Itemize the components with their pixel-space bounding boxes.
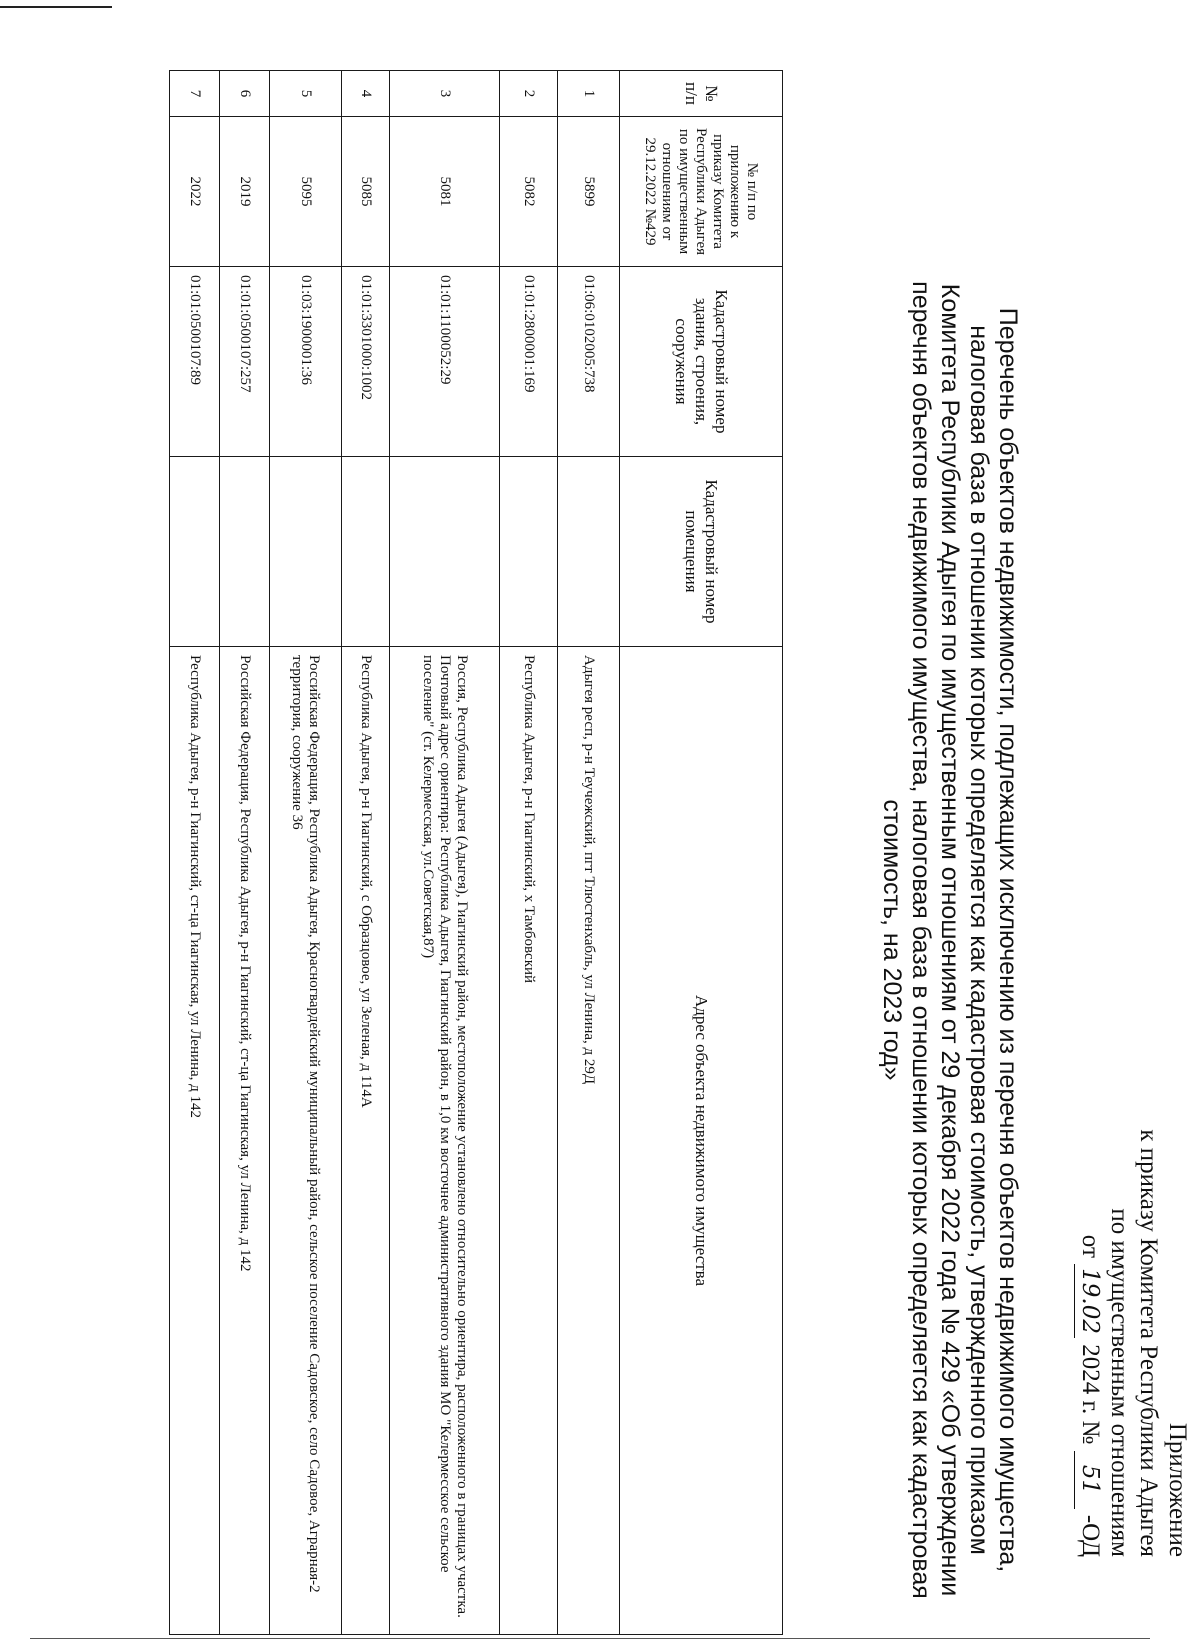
date-year: 2024 г. № [1077, 1344, 1104, 1445]
cell-ref: 5085 [342, 117, 390, 267]
order-suffix: -ОД [1077, 1514, 1104, 1557]
appendix-header [1074, 797, 1192, 1557]
cell-num: 4 [342, 71, 390, 117]
cell-ref: 5081 [390, 117, 500, 267]
cell-cad-building: 01:01:0500107:89 [170, 267, 220, 457]
cell-address: Республика Адыгея, р-н Гиагинский, с Образцовое, ул Зеленая, д 114А [342, 647, 390, 1635]
cell-cad-room [390, 457, 500, 647]
cell-cad-room [170, 457, 220, 647]
cell-address: Российская Федерация, Республика Адыгея, р-н Гиагинский, ст-ца Гиагинская, ул Ленина, д 142 [220, 647, 270, 1635]
cell-ref: 5899 [558, 117, 620, 267]
document-title: Перечень объектов недвижимости, подлежащих исключению из перечня объектов недвижимого имущества, налоговая база в отношении которых определяется как кадастровая стоимость, утвержденного приказом Комитета Республики Адыгея по имущественным отношениям от 29 декабря 2022 года № 429 «Об утверждении перечня объектов недвижимого имущества, налоговая база в отношении которых определяется как кадастровая стоимость, на 2023 год» [878, 281, 1022, 1599]
appendix-title: Приложение [1164, 1422, 1191, 1557]
cell-num: 7 [170, 71, 220, 117]
cell-ref: 2019 [220, 117, 270, 267]
cell-address: Россия, Республика Адыгея (Адыгея), Гиагинский район, местоположение установлено относительно ориентира, расположенного в границах участка. Почтовый адрес ориентира: Республика Адыгея, Гиагинский район, в 1,0 км восточнее административного здания МО "Келермесское сельское поселение" (ст. Келермесская, ул.Советская,87) [390, 647, 500, 1635]
table-row [500, 71, 558, 1635]
appendix-date-line [1074, 797, 1105, 1557]
table-row [390, 71, 500, 1635]
cell-cad-room [220, 457, 270, 647]
table-row [270, 71, 342, 1635]
handwritten-date: 19.02 [1074, 1264, 1104, 1338]
header-ref: № п/п по приложению к приказу Комитета Республики Адыгея по имущественным отношениям от 29.12.2022 №429 [620, 117, 783, 267]
table-row [558, 71, 620, 1635]
cell-address: Республика Адыгея, р-н Гиагинский, х Тамбовский [500, 647, 558, 1635]
cell-address: Адыгея респ, р-н Теучежский, пгт Тлюстенхабль, ул Ленина, д 29Д [558, 647, 620, 1635]
cell-num: 3 [390, 71, 500, 117]
table-header-row [620, 71, 783, 1635]
cell-ref: 5082 [500, 117, 558, 267]
table-row [220, 71, 270, 1635]
cell-cad-building: 01:06:0102005:738 [558, 267, 620, 457]
cell-ref: 2022 [170, 117, 220, 267]
table-row [170, 71, 220, 1635]
cell-num: 6 [220, 71, 270, 117]
handwritten-order-number: 51 [1074, 1451, 1104, 1509]
cell-cad-building: 01:01:3301000:1002 [342, 267, 390, 457]
cell-cad-room [342, 457, 390, 647]
appendix-committee: по имущественным отношениям [1106, 1208, 1133, 1557]
cell-cad-building: 01:01:2800001:169 [500, 267, 558, 457]
cell-cad-room [500, 457, 558, 647]
cell-address: Республика Адыгея, р-н Гиагинский, ст-ца Гиагинская, ул Ленина, д 142 [170, 647, 220, 1635]
cell-ref: 5095 [270, 117, 342, 267]
cell-cad-room [270, 457, 342, 647]
table-row [342, 71, 390, 1635]
cell-num: 5 [270, 71, 342, 117]
cell-num: 2 [500, 71, 558, 117]
cell-address: Российская Федерация, Республика Адыгея, Красногвардейский муниципальный район, сельское поселение Садовское, село Садовое, Аграрная-2 территория, сооружение 36 [270, 647, 342, 1635]
objects-table [169, 70, 783, 1635]
header-address: Адрес объекта недвижимого имущества [620, 647, 783, 1635]
cell-cad-building: 01:01:1100052:29 [390, 267, 500, 457]
header-num: № п/п [620, 71, 783, 117]
cell-cad-building: 01:01:0500107:257 [220, 267, 270, 457]
cell-cad-room [558, 457, 620, 647]
date-prefix: от [1077, 1234, 1104, 1258]
header-cad-building: Кадастровый номер здания, строения, сооружения [620, 267, 783, 457]
cell-num: 1 [558, 71, 620, 117]
cell-cad-building: 01:03:1900001:36 [270, 267, 342, 457]
appendix-order-ref: к приказу Комитета Республики Адыгея [1135, 1129, 1162, 1557]
header-cad-room: Кадастровый номер помещения [620, 457, 783, 647]
